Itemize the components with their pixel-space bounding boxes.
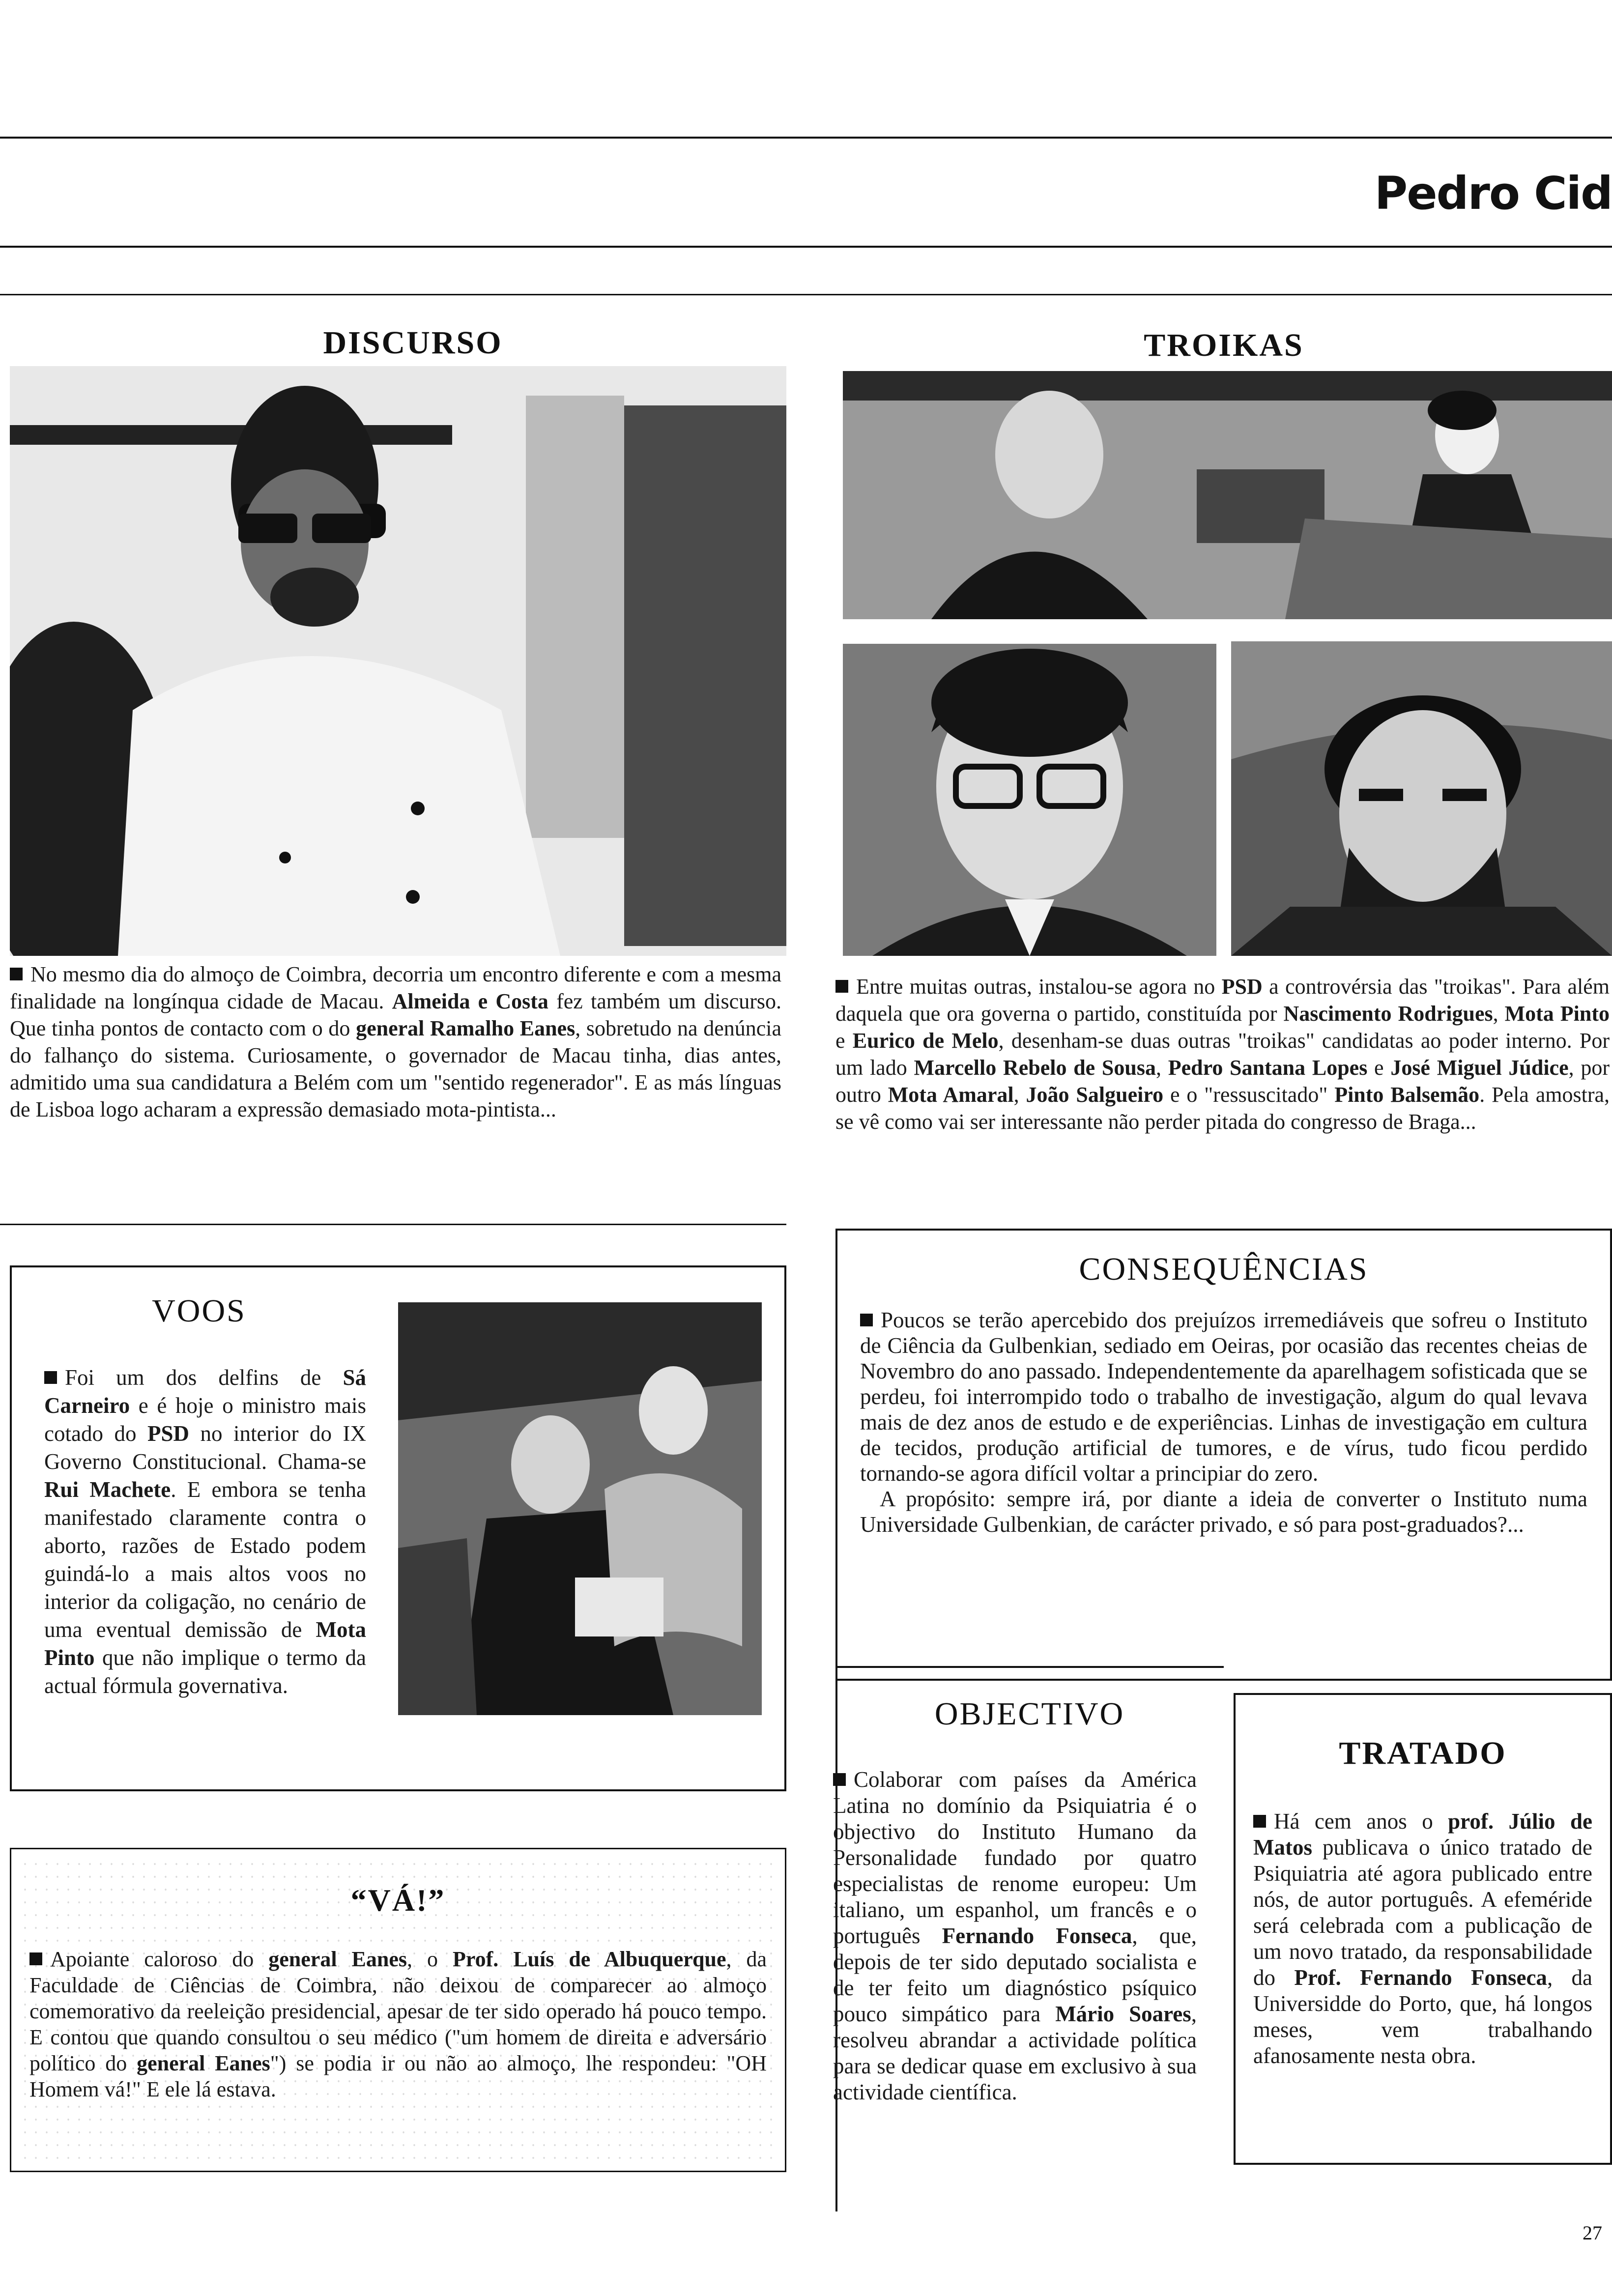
troikas-seg-15: Mota Amaral bbox=[888, 1083, 1014, 1107]
troikas-seg-6: e bbox=[835, 1029, 853, 1053]
consequencias-p2: A propósito: sempre irá, por diante a ideia de converter o Instituto numa Universidade Gulbenkian, de carácter privado, e só para post-graduados?... bbox=[860, 1487, 1587, 1537]
troikas-photo-glasses bbox=[843, 644, 1216, 956]
voos-seg-3: PSD bbox=[147, 1421, 189, 1446]
troikas-seg-1: PSD bbox=[1221, 975, 1263, 999]
troikas-seg-7: Eurico de Melo bbox=[852, 1029, 999, 1053]
troikas-seg-16: , bbox=[1013, 1083, 1026, 1107]
man-with-glasses-photo bbox=[10, 366, 786, 956]
tratado-heading: TRATADO bbox=[1339, 1735, 1507, 1771]
troikas-seg-11: Pedro Santana Lopes bbox=[1168, 1056, 1368, 1080]
discurso-heading: DISCURSO bbox=[323, 325, 503, 361]
voos-seg-1: Sá Carneiro bbox=[44, 1365, 366, 1418]
voos-heading: VOOS bbox=[152, 1293, 246, 1329]
troikas-text bbox=[835, 973, 1610, 1135]
page-number: 27 bbox=[1583, 2222, 1602, 2244]
troikas-seg-0: Entre muitas outras, instalou-se agora no bbox=[856, 975, 1222, 999]
voos-seg-2: e é hoje o ministro mais cotado do bbox=[44, 1393, 366, 1446]
troikas-seg-10: , bbox=[1155, 1056, 1168, 1080]
troikas-heading: TROIKAS bbox=[1144, 327, 1304, 363]
bullet-icon bbox=[29, 1952, 42, 1965]
va-seg-1: general Eanes bbox=[268, 1947, 407, 1971]
header-rule-2 bbox=[0, 294, 1612, 295]
objectivo-heading: OBJECTIVO bbox=[934, 1696, 1125, 1732]
troikas-seg-5: Mota Pinto bbox=[1504, 1002, 1610, 1026]
va-text bbox=[29, 1946, 767, 2102]
troikas-seg-4: , bbox=[1493, 1002, 1505, 1026]
tratado-text bbox=[1253, 1808, 1592, 2069]
troikas-seg-2: a controvérsia das "troikas". Para além daquela que ora governa o partido, constituída por bbox=[835, 975, 1610, 1026]
objectivo-seg-1: Fernando Fonseca bbox=[942, 1923, 1132, 1948]
voos-seg-0: Foi um dos delfins de bbox=[65, 1365, 343, 1390]
consequencias-heading: CONSEQUÊNCIAS bbox=[1079, 1251, 1369, 1287]
objectivo-seg-0: Colaborar com países da América Latina no domínio da Psiquiatria é o objectivo do Instituto Humano da Personalidade fundado por quatro especialistas de renome europeu: Um italiano, um espanhol, um francês e o português bbox=[833, 1767, 1197, 1948]
discurso-seg-3: general Ramalho Eanes bbox=[356, 1016, 576, 1040]
objectivo-text bbox=[833, 1767, 1197, 2105]
consequencias-paragraph-1 bbox=[860, 1307, 1587, 1486]
va-seg-3: Prof. Luís de Albuquerque bbox=[452, 1947, 726, 1971]
va-seg-4: , da Faculdade de Ciências de Coimbra, não deixou de comparecer ao almoço comemorativo da reeleição presidencial, apesar de ter sido operado há pouco tempo. E contou que quando consultou o seu médico ("um homem de direita e adversário político do bbox=[29, 1947, 767, 2075]
discurso-divider bbox=[0, 1224, 786, 1225]
objectivo-seg-3: Mário Soares bbox=[1055, 2002, 1191, 2026]
top-rule bbox=[0, 137, 1612, 139]
tratado-seg-3: Prof. Fernando Fonseca bbox=[1294, 1965, 1547, 1990]
troikas-seg-18: e o "ressuscitado" bbox=[1163, 1083, 1335, 1107]
discurso-seg-4: , sobretudo na denúncia do falhanço do sistema. Curiosamente, o governador de Macau tinha, dias antes, admitido uma sua candidatura a Belém com um "sentido regenerador". E as más línguas de Lisboa logo acharam a expressão demasiado mota-pintista... bbox=[10, 1016, 782, 1121]
voos-seg-6: . E embora se tenha manifestado claramente contra o aborto, razões de Estado podem guindá-lo a mais altos voos no interior da coligação, no cenário de uma eventual demissão de bbox=[44, 1477, 367, 1642]
va-seg-2: , o bbox=[407, 1947, 453, 1971]
troikas-seg-13: José Miguel Júdice bbox=[1390, 1056, 1569, 1080]
troikas-seg-8: , desenham-se duas outras "troikas" candidatas ao poder interno. Por um lado bbox=[835, 1029, 1610, 1080]
discurso-seg-2: fez também um discurso. Que tinha pontos de contacto com o do bbox=[10, 989, 781, 1040]
troikas-seg-3: Nascimento Rodrigues bbox=[1283, 1002, 1493, 1026]
bullet-icon bbox=[833, 1773, 846, 1786]
voos-text bbox=[44, 1364, 366, 1700]
va-seg-6: ") se podia ir ou não ao almoço, lhe respondeu: "OH Homem vá!" E ele lá estava. bbox=[29, 2051, 767, 2101]
troikas-photo-group bbox=[843, 371, 1612, 619]
troikas-seg-9: Marcello Rebelo de Sousa bbox=[914, 1056, 1156, 1080]
voos-photo bbox=[398, 1302, 762, 1715]
voos-seg-7: Mota Pinto bbox=[44, 1617, 366, 1670]
tratado-seg-4: , da Universidde do Porto, que, há longos meses, vem trabalhando afanosamente nesta obra. bbox=[1253, 1965, 1593, 2068]
bullet-icon bbox=[860, 1314, 873, 1326]
consequencias-text bbox=[860, 1307, 1587, 1537]
va-seg-5: general Eanes bbox=[137, 2051, 270, 2075]
consequencias-paragraph-2 bbox=[860, 1486, 1587, 1537]
voos-seg-8: que não implique o termo da actual fórmula governativa. bbox=[44, 1645, 366, 1698]
discurso-seg-1: Almeida e Costa bbox=[392, 989, 548, 1013]
objectivo-seg-4: , resolveu abrandar a actividade política para se dedicar quase em exclusivo à sua actividade científica. bbox=[833, 2002, 1197, 2104]
voos-seg-4: no interior do IX Governo Constitucional. Chama-se bbox=[44, 1421, 366, 1474]
bullet-icon bbox=[44, 1371, 57, 1384]
troikas-photo-beard bbox=[1231, 641, 1612, 956]
troikas-seg-12: e bbox=[1367, 1056, 1391, 1080]
tratado-seg-0: Há cem anos o bbox=[1274, 1809, 1448, 1834]
objectivo-seg-2: , que, depois de ter sido deputado socialista e de ter feito um diagnóstico psíquico pouco simpático para bbox=[833, 1923, 1197, 2026]
troikas-seg-14: , por outro bbox=[835, 1056, 1610, 1107]
discurso-text bbox=[10, 961, 781, 1123]
bullet-icon bbox=[10, 968, 23, 980]
troikas-seg-19: Pinto Balsemão bbox=[1334, 1083, 1480, 1107]
va-heading: “VÁ!” bbox=[350, 1883, 446, 1918]
author-name: Pedro Cid bbox=[1374, 167, 1612, 220]
bullet-icon bbox=[1253, 1815, 1266, 1828]
tratado-seg-2: publicava o único tratado de Psiquiatria até agora publicado entre nós, de autor português. A efeméride será celebrada com a publicação de um novo tratado, da responsabilidade do bbox=[1253, 1835, 1592, 1990]
voos-seg-5: Rui Machete bbox=[44, 1477, 171, 1502]
tratado-seg-1: prof. Júlio de Matos bbox=[1253, 1809, 1592, 1860]
troikas-seg-20: . Pela amostra, se vê como vai ser interessante não perder pitada do congresso de Braga... bbox=[835, 1083, 1610, 1134]
consequencias-p1: Poucos se terão apercebido dos prejuízos irremediáveis que sofreu o Instituto de Ciência da Gulbenkian, sediado em Oeiras, por ocasião das recentes cheias de Novembro do ano passado. Independentemente da aparelhagem sofisticada que se perdeu, foi interrompido todo o trabalho de investigação, algum do qual levava mais de dez anos de estudo e de experiências. Linhas de investigação em cultura de tecidos, produção artificial de tumores, e de vírus, tudo ficou perdido tornando-se agora difícil voltar a principiar do zero. bbox=[860, 1308, 1587, 1486]
header-rule bbox=[0, 246, 1612, 248]
discurso-seg-0: No mesmo dia do almoço de Coimbra, decorria um encontro diferente e com a mesma finalidade na longínqua cidade de Macau. bbox=[10, 962, 781, 1013]
troikas-seg-17: João Salgueiro bbox=[1026, 1083, 1164, 1107]
va-seg-0: Apoiante caloroso do bbox=[50, 1947, 269, 1971]
bullet-icon bbox=[835, 980, 848, 993]
